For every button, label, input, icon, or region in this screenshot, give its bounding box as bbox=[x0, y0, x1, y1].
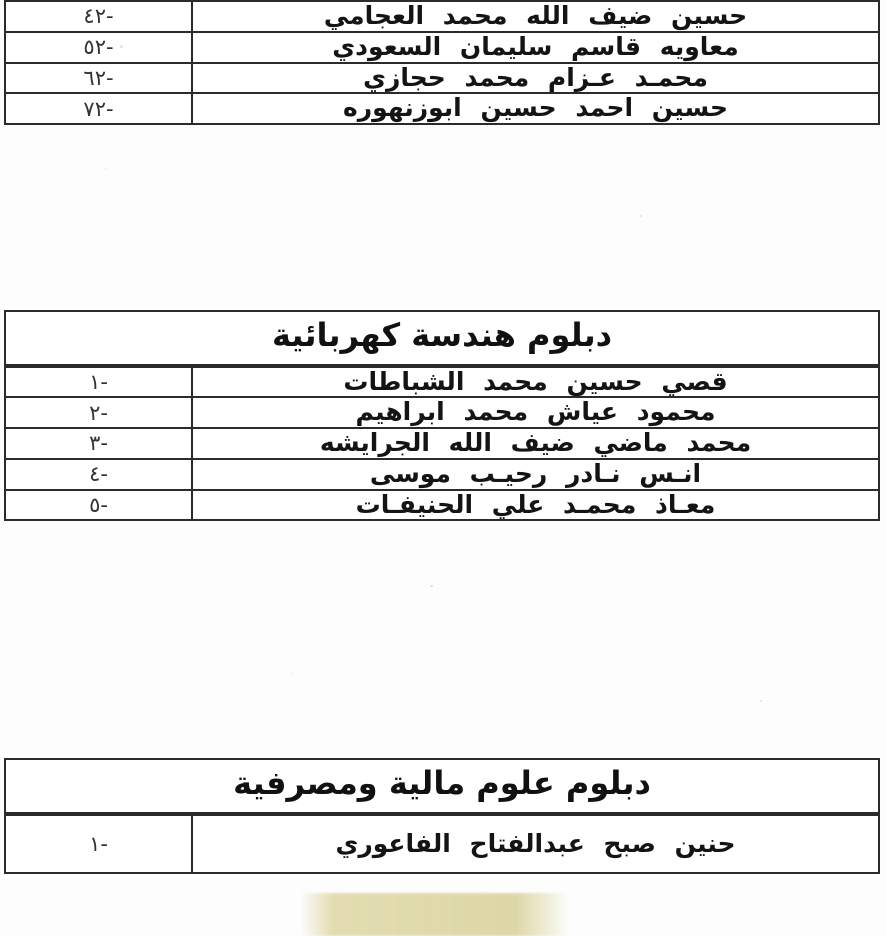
names-table bbox=[4, 366, 880, 522]
row-number: -٢٥ bbox=[5, 32, 192, 63]
student-name: معاويه قاسم سليمان السعودي bbox=[192, 32, 879, 63]
scan-speck bbox=[760, 700, 762, 702]
scan-speck bbox=[640, 215, 642, 217]
name-table-continued bbox=[4, 0, 880, 125]
table-row bbox=[5, 367, 879, 398]
section-title-box bbox=[4, 758, 880, 814]
student-name: حسين احمد حسين ابوزنهوره bbox=[192, 93, 879, 124]
section-financial-banking bbox=[4, 758, 880, 874]
student-name: محمود عياش محمد ابراهيم bbox=[192, 397, 879, 428]
section-title: دبلوم هندسة كهربائية bbox=[271, 316, 613, 354]
names-table bbox=[4, 814, 880, 875]
student-name: انـس نـادر رحيـب موسى bbox=[192, 459, 879, 490]
row-number: -٥ bbox=[5, 490, 192, 521]
scan-highlight-smudge bbox=[300, 893, 570, 936]
section-title-box bbox=[4, 310, 880, 366]
table-row bbox=[5, 63, 879, 94]
table-row bbox=[5, 93, 879, 124]
table-row bbox=[5, 32, 879, 63]
row-number: -٢٦ bbox=[5, 63, 192, 94]
student-name: حسين ضيف الله محمد العجامي bbox=[192, 1, 879, 32]
table-row bbox=[5, 428, 879, 459]
student-name: معـاذ محمـد علي الحنيفـات bbox=[192, 490, 879, 521]
row-number: -١ bbox=[5, 815, 192, 874]
names-table bbox=[4, 0, 880, 125]
row-number: -٢٤ bbox=[5, 1, 192, 32]
row-number: -٢ bbox=[5, 397, 192, 428]
student-name: محمد ماضي ضيف الله الجرايشه bbox=[192, 428, 879, 459]
table-row bbox=[5, 490, 879, 521]
section-electrical-engineering bbox=[4, 310, 880, 521]
student-name: محمـد عـزام محمد حجازي bbox=[192, 63, 879, 94]
student-name: قصي حسين محمد الشباطات bbox=[192, 367, 879, 398]
row-number: -٣ bbox=[5, 428, 192, 459]
table-row bbox=[5, 459, 879, 490]
table-row bbox=[5, 397, 879, 428]
row-number: -١ bbox=[5, 367, 192, 398]
table-row bbox=[5, 815, 879, 874]
row-number: -٤ bbox=[5, 459, 192, 490]
scan-speck bbox=[430, 585, 433, 587]
row-number: -٢٧ bbox=[5, 93, 192, 124]
student-name: حنين صبح عبدالفتاح الفاعوري bbox=[192, 815, 879, 874]
section-title: دبلوم علوم مالية ومصرفية bbox=[233, 764, 651, 802]
table-row bbox=[5, 1, 879, 32]
